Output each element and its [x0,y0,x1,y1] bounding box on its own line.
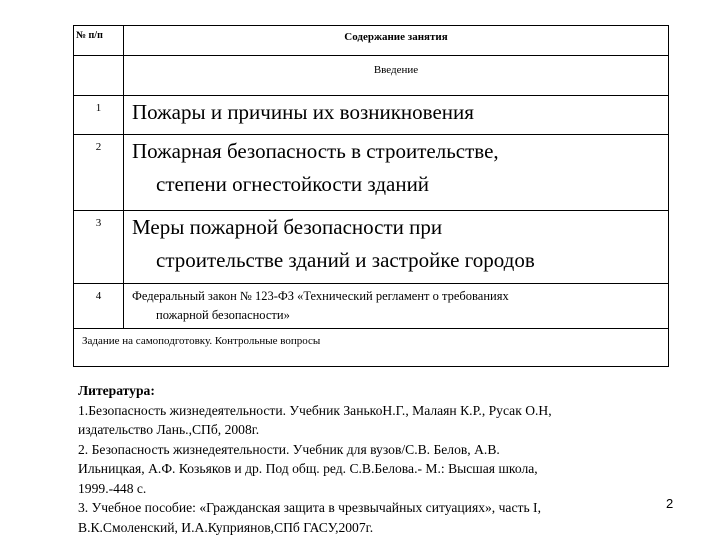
literature-line: 3. Учебное пособие: «Гражданская защита в чрезвычайных ситуациях», часть I, [78,500,541,515]
row-topic-line: Пожарная безопасность в строительстве, [132,139,499,163]
row-topic-line: степени огнестойкости зданий [156,172,430,196]
literature-line: 1999.-448 с. [78,480,147,496]
row-number: 3 [74,211,124,284]
row-topic-line: строительстве зданий и застройке городов [156,248,535,272]
literature-title: Литература: [78,383,155,398]
empty-cell [74,56,124,96]
table-row [74,96,669,135]
row-number: 2 [74,135,124,211]
row-topic [124,96,669,135]
literature-line: В.К.Смоленский, И.А.Куприянов,СПб ГАСУ,2007г. [78,519,374,535]
lesson-table [73,25,669,367]
page-number: 2 [666,496,674,511]
table-row [74,56,669,96]
intro-label: Введение [124,56,669,96]
table-row [74,211,669,284]
task-label: Задание на самоподготовку. Контрольные вопросы [74,329,669,367]
header-num-label: № п/п [74,26,124,56]
row-topic-line: пожарной безопасности» [156,308,290,322]
row-topic [124,211,669,284]
row-topic-line: Федеральный закон № 123-ФЗ «Технический регламент о требованиях [132,289,509,303]
row-topic [124,135,669,211]
row-topic [124,284,669,329]
row-number: 4 [74,284,124,329]
literature-line: издательство Лань.,СПб, 2008г. [78,422,260,437]
table-row [74,135,669,211]
row-number: 1 [74,96,124,135]
table-row [74,284,669,329]
row-topic-line: Меры пожарной безопасности при [132,215,443,239]
table-row [74,329,669,367]
header-content-label: Содержание занятия [124,26,669,56]
literature-line: 2. Безопасность жизнедеятельности. Учебник для вузов/С.В. Белов, А.В. [78,441,500,457]
literature-line: 1.Безопасность жизнедеятельности. Учебник ЗанькоН.Г., Малаян К.Р., Русак О.Н, [78,402,552,418]
table-header-row [74,26,669,56]
literature-block [78,381,668,537]
row-topic-line: Пожары и причины их возникновения [132,100,474,124]
literature-line: Ильницкая, А.Ф. Козьяков и др. Под общ. ред. С.В.Белова.- М.: Высшая школа, [78,461,538,476]
